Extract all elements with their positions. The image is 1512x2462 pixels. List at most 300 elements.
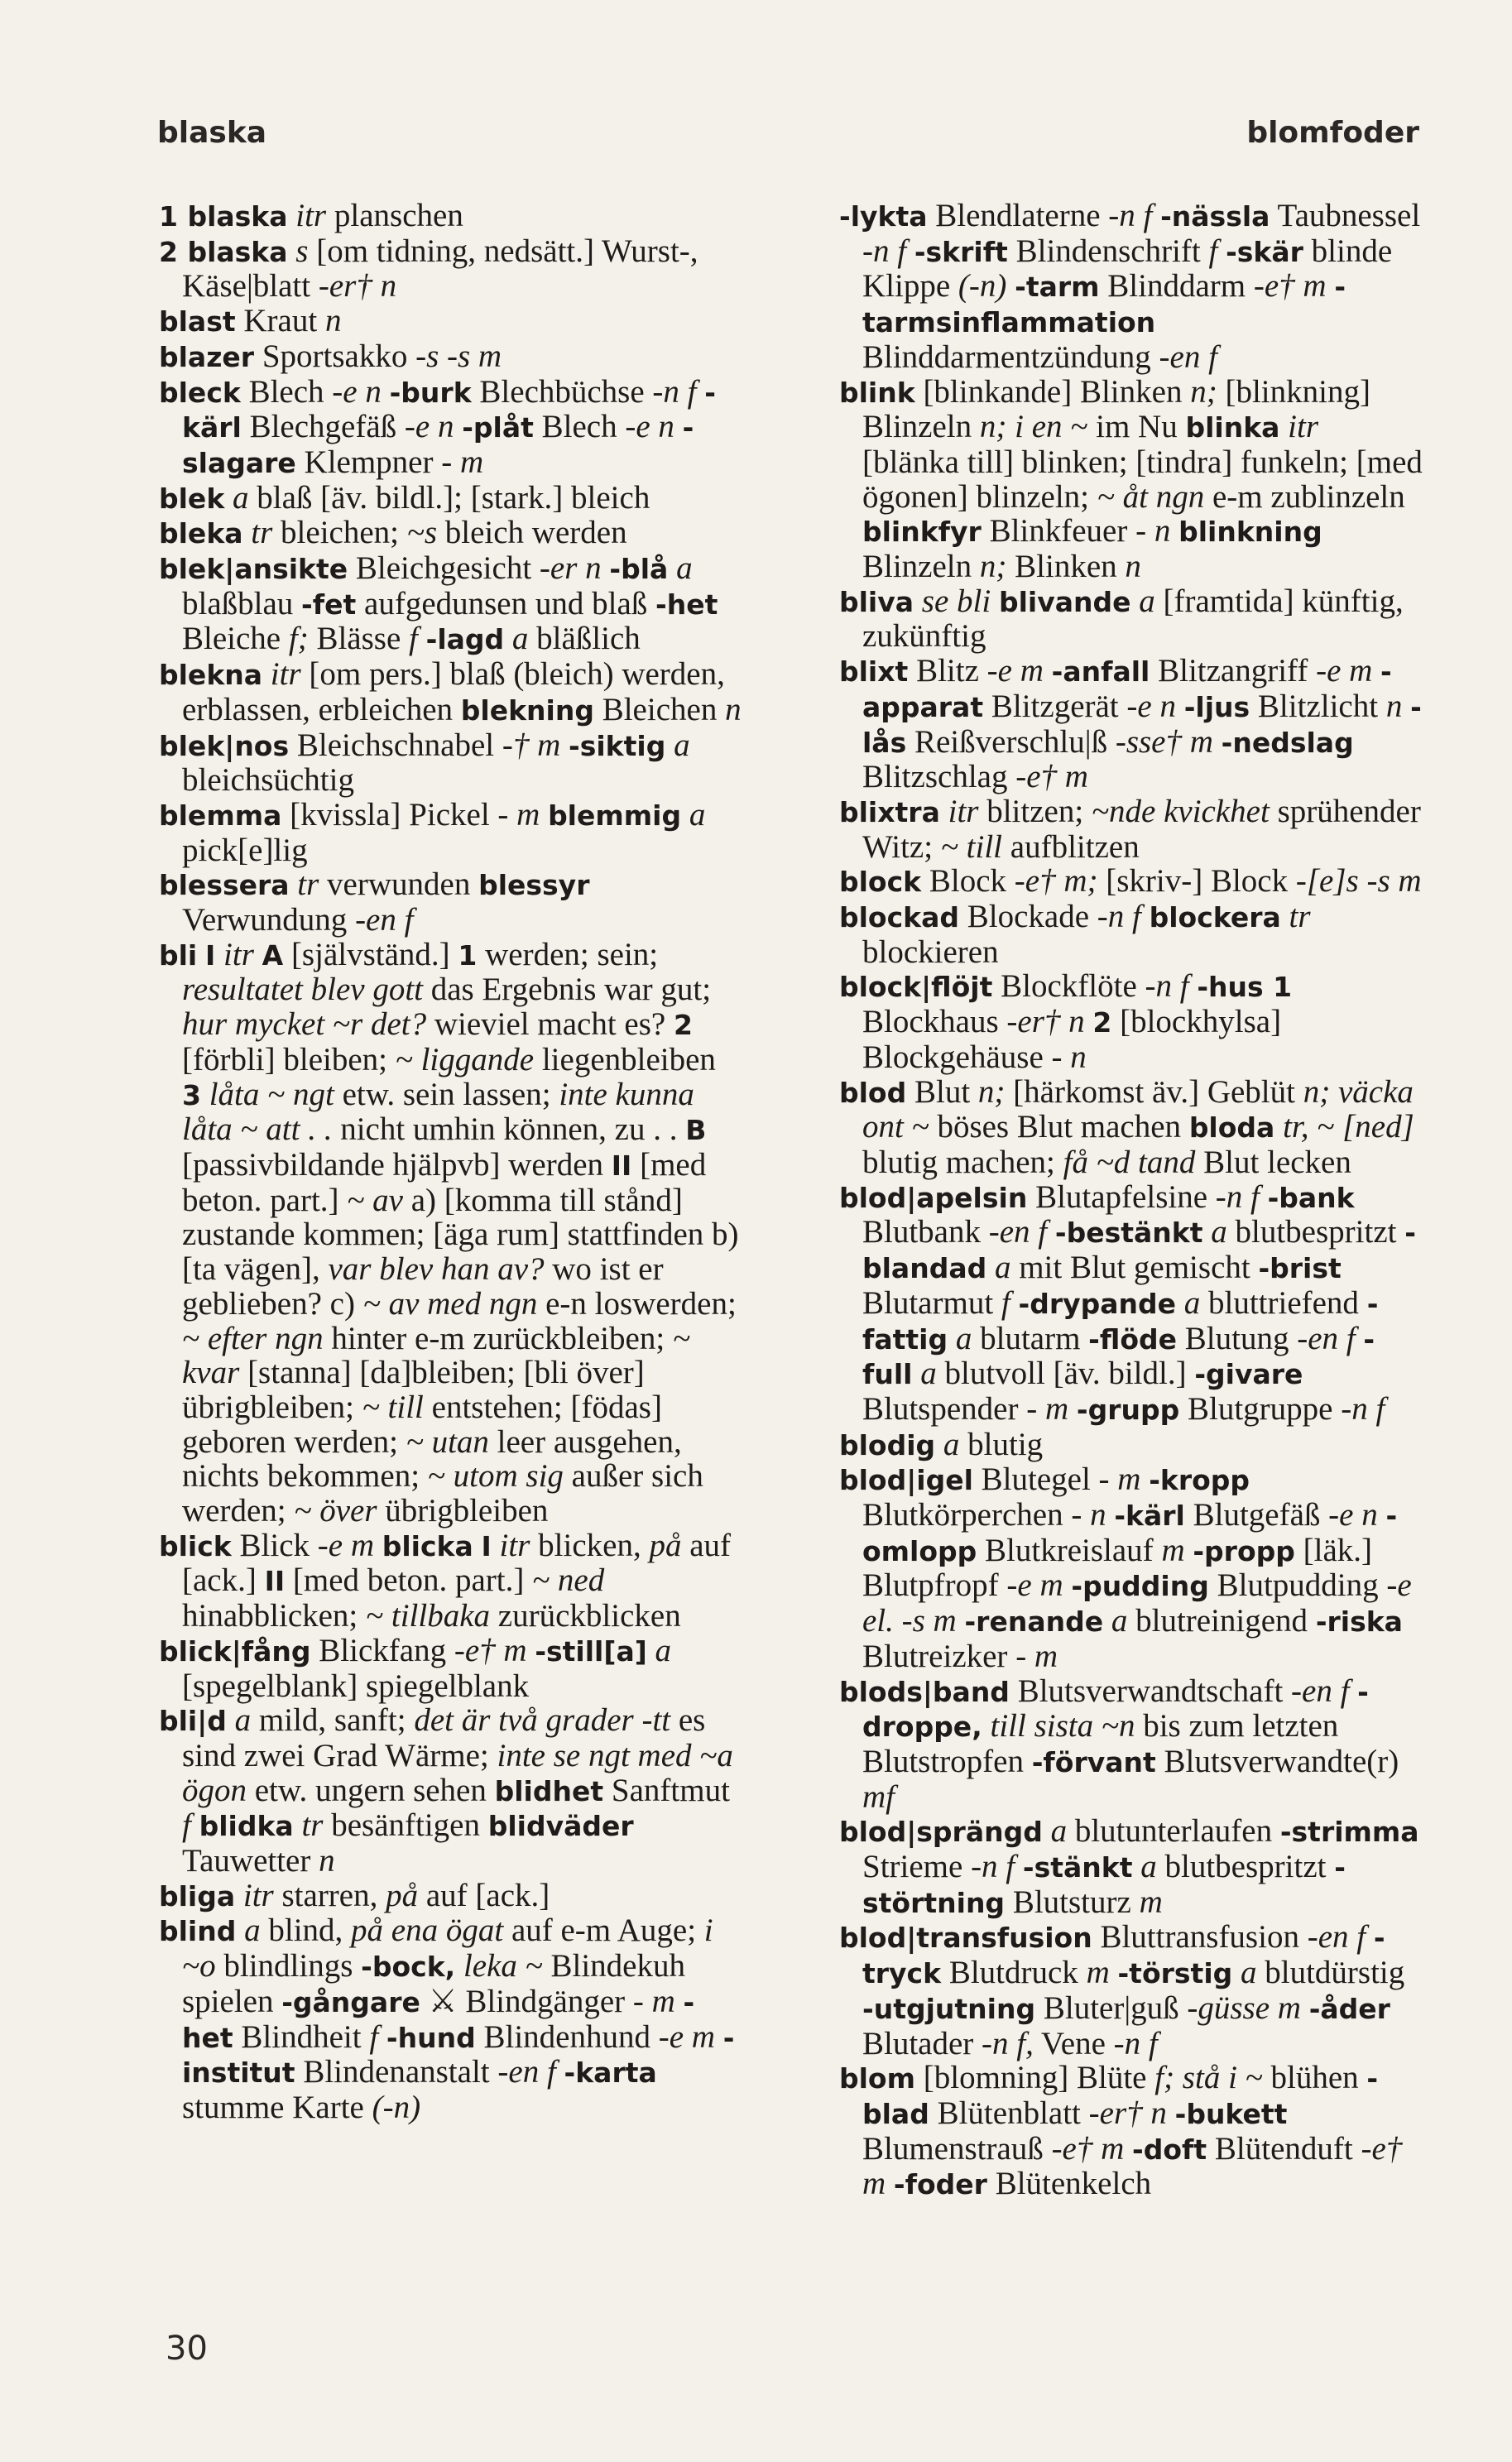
subentry: -institut <box>182 2021 735 2090</box>
italic-run: -e† m <box>454 1632 527 1668</box>
entry-text: böses Blut machen <box>929 1109 1189 1145</box>
italic-run: -e† m; <box>1014 863 1098 900</box>
entry-text: Blitzschlag <box>862 759 1016 795</box>
entry-text <box>288 198 296 233</box>
entry-text <box>288 233 296 269</box>
entry-text: Bleiche <box>182 621 289 657</box>
italic-run: f <box>1208 233 1218 269</box>
headword: blod|igel <box>839 1464 973 1497</box>
entry-text: Blitz <box>908 653 987 689</box>
entry-text: Bleichen <box>593 691 726 727</box>
running-head-left: blaska <box>157 116 267 150</box>
entry-text: [med beton. part.] <box>182 1146 707 1218</box>
subentry: -still[a] <box>535 1634 647 1668</box>
dictionary-entry <box>839 1920 1423 2061</box>
entry-text: entstehen; [födas] geboren werden; <box>182 1389 662 1460</box>
italic-run: a <box>674 727 690 763</box>
subentry: -apparat <box>862 655 1392 723</box>
italic-run: ~ till <box>940 828 1003 865</box>
entry-text <box>1366 1919 1374 1955</box>
italic-run: a <box>655 1632 672 1668</box>
entry-text <box>418 621 426 656</box>
subentry: -riska <box>1315 1605 1403 1639</box>
entry-text <box>935 1427 943 1462</box>
entry-text <box>1103 1603 1111 1639</box>
subentry: -bank <box>1267 1181 1355 1214</box>
italic-run: ~ av med ngn <box>362 1285 538 1322</box>
entry-text <box>197 937 205 972</box>
subentry: -fattig <box>862 1287 1379 1356</box>
entry-text: Blutgefäß <box>1184 1497 1329 1533</box>
subentry: -åder <box>1308 1992 1390 2025</box>
entry-text <box>1203 1214 1212 1250</box>
italic-run: a <box>955 1320 972 1356</box>
entry-text: e-m zublinzeln <box>1204 478 1405 515</box>
italic-run: -e m <box>317 1527 374 1563</box>
entry-text: Blässe <box>308 621 410 657</box>
entry-text: Blutbank <box>862 1214 989 1250</box>
entry-text: [om pers.] blaß (bleich) werden, erblassen, erbleichen <box>182 656 725 727</box>
dictionary-entry <box>159 1879 742 1914</box>
subentry: -tarm <box>1015 271 1100 304</box>
entry-text <box>1015 1849 1023 1884</box>
entry-text: Blockhaus <box>862 1004 1007 1040</box>
entry-text <box>262 656 271 692</box>
dictionary-entry <box>839 199 1423 375</box>
italic-run: ~ av <box>347 1182 403 1218</box>
italic-run: det är två grader -tt <box>414 1702 671 1739</box>
subentry: -blå <box>609 553 669 586</box>
italic-run: a <box>1211 1214 1227 1250</box>
subentry: -tarmsinflammation <box>862 271 1346 339</box>
entry-text: blutreinigend <box>1127 1603 1316 1639</box>
italic-run: f; <box>288 621 309 657</box>
italic-run: få ~d tand <box>1063 1144 1196 1180</box>
dictionary-entry <box>159 798 742 867</box>
dictionary-entry <box>159 867 742 937</box>
entry-text: blutarm <box>972 1320 1089 1356</box>
entry-text <box>556 2054 564 2090</box>
entry-text: blockieren <box>862 933 999 970</box>
italic-run: se bli <box>921 583 991 619</box>
entry-text: Blutkörperchen <box>862 1497 1072 1533</box>
entry-text: blaß [äv. bildl.]; [stark.] bleich <box>248 479 650 516</box>
italic-run: leka ~ <box>463 1948 543 1984</box>
entry-text: Blutreizker <box>862 1638 1016 1674</box>
entry-text: [spegelblank] spiegelblank <box>182 1668 530 1704</box>
entry-text: [blinkning] Blinzeln <box>862 373 1370 445</box>
italic-run: -e m <box>1316 653 1373 689</box>
entry-text: Blutung <box>1177 1320 1298 1356</box>
entry-text <box>1349 1673 1357 1709</box>
italic-run: n; väcka ont ~ <box>862 1073 1414 1145</box>
subentry: -burk <box>389 376 472 409</box>
entry-text: übrigbleiben <box>377 1493 549 1529</box>
subentry: -slagare <box>182 411 694 479</box>
subentry: -bukett <box>1174 2097 1288 2130</box>
entry-text: e-n loswerden; <box>537 1285 737 1322</box>
entry-text: Sportsakko <box>254 338 416 374</box>
entry-text: aufgedunsen und blaß <box>356 585 656 621</box>
entry-text: Strieme <box>862 1849 972 1885</box>
dictionary-entry <box>159 1913 742 2124</box>
subentry: -karta <box>564 2056 657 2090</box>
italic-run: -e n <box>1126 688 1176 724</box>
italic-run: n <box>1385 688 1403 724</box>
entry-text <box>1281 899 1289 934</box>
subentry: -blad <box>862 2062 1379 2130</box>
italic-run: n <box>319 1843 335 1879</box>
headword: blessera <box>159 869 290 902</box>
subentry: blinkning <box>1178 516 1322 549</box>
italic-run: (-n) <box>372 2089 421 2125</box>
italic-run: -e† m <box>1015 759 1088 795</box>
subentry: -full <box>862 1322 1375 1391</box>
italic-run: -e† m <box>1051 2130 1125 2167</box>
italic-run: -sse† m <box>1115 723 1213 760</box>
entry-text: Verwundung <box>182 902 356 938</box>
headword: blod|transfusion <box>839 1922 1092 1955</box>
italic-run: a <box>1111 1603 1128 1639</box>
italic-run: n; <box>979 549 1007 585</box>
italic-run: ~ ned <box>532 1562 605 1599</box>
italic-run: itr <box>948 793 979 829</box>
subentry: blinkfyr <box>862 516 982 549</box>
entry-text <box>1327 268 1335 304</box>
entry-text <box>1141 899 1150 934</box>
entry-text: Blütenblatt <box>929 2095 1089 2131</box>
entry-text <box>986 1250 995 1285</box>
entry-text <box>948 1321 956 1356</box>
subentry: blekning <box>460 693 594 727</box>
entry-text <box>236 1912 244 1948</box>
entry-text <box>668 550 676 586</box>
headword: bleck <box>159 376 241 409</box>
entry-text <box>454 409 462 444</box>
italic-run: a <box>1140 1849 1157 1885</box>
dictionary-entry <box>159 1703 742 1879</box>
subentry: -lagd <box>425 623 505 656</box>
entry-text: aufblitzen <box>1002 828 1140 865</box>
italic-run: inte kunna låta ~ att . . <box>182 1076 694 1148</box>
entry-text <box>1176 1285 1184 1321</box>
subentry: -nässla <box>1160 200 1270 233</box>
entry-text: sprühender Witz; <box>862 793 1421 865</box>
italic-run: -e m <box>658 2018 715 2055</box>
sense-marker: 2 <box>673 1009 693 1042</box>
headword: blek <box>159 482 225 515</box>
dictionary-entry <box>839 900 1423 969</box>
entry-text: Blockade <box>959 899 1097 935</box>
italic-run: -en f <box>1297 1320 1356 1356</box>
entry-text <box>886 2166 894 2201</box>
entry-text: im Nu <box>1087 409 1186 445</box>
entry-text <box>254 937 262 972</box>
italic-run: tr <box>1289 899 1311 935</box>
subentry: -plåt <box>462 411 534 444</box>
entry-text: Blütenduft <box>1207 2130 1361 2167</box>
entry-text: blutvoll [äv. bildl.] <box>936 1356 1195 1392</box>
italic-run: tr <box>297 866 319 903</box>
entry-text: Blutspender <box>862 1390 1027 1427</box>
italic-run: - n <box>1051 1039 1087 1075</box>
subentry: -lykta <box>839 200 928 233</box>
entry-text <box>1170 513 1178 549</box>
entry-text: bleichsüchtig <box>182 762 354 799</box>
entry-text: Blutsturz <box>1005 1884 1140 1920</box>
entry-text: Blick <box>231 1527 318 1563</box>
subentry: -lås <box>862 690 1422 759</box>
entry-text: ⚔ Blindgänger <box>420 1983 633 2019</box>
entry-text: Blut <box>906 1073 978 1110</box>
italic-run: ~ efter ngn <box>182 1320 324 1356</box>
sense-marker: II <box>611 1149 632 1182</box>
subentry: -hund <box>386 2021 476 2054</box>
subentry: -kärl <box>182 376 716 444</box>
subentry: -nedslag <box>1221 726 1354 759</box>
entry-text <box>527 1633 535 1668</box>
italic-run: på <box>649 1527 682 1563</box>
subentry: -stänkt <box>1022 1851 1133 1884</box>
italic-run: till sista ~n <box>990 1708 1135 1745</box>
italic-run: n <box>725 691 742 727</box>
italic-run: n <box>324 303 342 339</box>
italic-run: -n f <box>1145 968 1189 1005</box>
entry-text <box>906 233 914 269</box>
italic-run: -e n <box>404 409 454 445</box>
dictionary-entry <box>839 584 1423 654</box>
dictionary-entry <box>159 728 742 798</box>
headword: block <box>839 866 922 899</box>
entry-text: blutig <box>959 1426 1044 1462</box>
sense-marker: I <box>205 938 216 972</box>
entry-text: Blutdruck <box>941 1955 1087 1991</box>
entry-text: Blindekuh spielen <box>182 1948 685 2019</box>
italic-run: -e m <box>986 653 1044 689</box>
subentry: blockera <box>1149 901 1281 934</box>
italic-run: ~ kvar <box>182 1320 691 1391</box>
subentry: -törstig <box>1117 1957 1233 1990</box>
dictionary-entry <box>839 864 1423 900</box>
entry-text: [förbli] bleiben; <box>182 1041 396 1077</box>
italic-run: - m <box>632 1983 675 2019</box>
dictionary-entry <box>159 199 742 234</box>
italic-run: a <box>511 621 529 657</box>
headword: 1 blaska <box>159 200 288 233</box>
italic-run: a <box>1183 1284 1201 1321</box>
entry-text: blutunterlaufen <box>1067 1813 1280 1850</box>
italic-run: m <box>1086 1955 1110 1991</box>
entry-text <box>455 1948 463 1984</box>
dictionary-entry <box>839 969 1423 1074</box>
headword: blick <box>159 1529 232 1562</box>
italic-run: -n f <box>1215 1178 1260 1215</box>
subentry: blivande <box>998 585 1131 618</box>
entry-text <box>674 409 683 444</box>
subentry: blinka <box>1185 411 1280 444</box>
italic-run: -e† m <box>862 2130 1403 2202</box>
italic-run: -er† n <box>1088 2095 1167 2131</box>
italic-run: - m <box>441 444 484 480</box>
entry-text: etw. ungern sehen <box>247 1772 495 1808</box>
italic-run: -n f <box>652 373 697 410</box>
subentry: -skrift <box>914 235 1008 268</box>
headword: block|flöjt <box>839 971 993 1004</box>
entry-text: Blech <box>533 409 626 445</box>
entry-text: bläßlich <box>528 621 641 657</box>
italic-run: -e n <box>625 409 674 445</box>
entry-text: Blindenschrift <box>1007 233 1209 269</box>
subentry: -bock, <box>361 1951 456 1984</box>
entry-text <box>1167 2095 1175 2131</box>
subentry: -flöde <box>1088 1322 1178 1356</box>
entry-text: Blinkfeuer <box>981 513 1136 550</box>
entry-text <box>602 550 610 586</box>
subentry: -gångare <box>281 1985 420 2018</box>
entry-text: werden; sein; <box>477 936 659 972</box>
entry-text <box>227 1702 235 1738</box>
dictionary-entry <box>839 375 1423 584</box>
entry-text: Bluttransfusion <box>1092 1919 1308 1956</box>
subentry: -anfall <box>1051 655 1150 689</box>
italic-run: a <box>234 1702 252 1739</box>
italic-run: itr <box>270 656 301 693</box>
entry-text: wieviel macht es? <box>426 1006 674 1043</box>
italic-run: -n f <box>971 1849 1015 1885</box>
dictionary-entry <box>159 375 742 481</box>
entry-text: Blutsverwandte(r) <box>1155 1743 1399 1779</box>
italic-run: ~ utan <box>406 1423 489 1460</box>
italic-run: f; stå i ~ <box>1154 2060 1263 2096</box>
headword: blixt <box>839 655 909 689</box>
italic-run: ~s <box>406 515 438 551</box>
entry-text: Blendlaterne <box>927 198 1109 233</box>
entry-text: Reißverschlu|ß <box>906 723 1116 760</box>
entry-text: [blänka till] blinken; [tindra] funkeln; [med ögonen] blinzeln; <box>862 444 1423 515</box>
entry-text: [om tidning, nedsätt.] Wurst-, Käse|blatt <box>182 233 698 305</box>
italic-run: n; i en ~ <box>979 409 1088 445</box>
italic-run: ~ liggande <box>395 1041 535 1077</box>
entry-text: zurückblicken <box>490 1598 681 1634</box>
entry-text <box>235 1878 243 1913</box>
italic-run: -en f <box>497 2054 556 2090</box>
italic-run: hur mycket ~r det? <box>182 1006 427 1043</box>
italic-run: -† m <box>502 727 561 763</box>
entry-text: Blutsverwandtschaft <box>1009 1673 1292 1709</box>
dictionary-entry <box>159 339 742 375</box>
italic-run: a <box>994 1250 1011 1286</box>
entry-text: blühen <box>1262 2060 1367 2096</box>
entry-text: Blechbüchse <box>471 373 653 410</box>
italic-run: a <box>1241 1955 1257 1991</box>
italic-run: a <box>233 479 249 516</box>
entry-text <box>665 727 674 763</box>
italic-run: itr <box>223 936 254 972</box>
entry-text <box>243 515 252 550</box>
subentry: -skär <box>1226 235 1303 268</box>
headword: blekna <box>159 659 263 692</box>
entry-text <box>1279 409 1288 444</box>
entry-text: Blutapfelsine <box>1027 1178 1216 1215</box>
entry-text: Bluter|guß <box>1035 1989 1188 2026</box>
dictionary-entry <box>159 516 742 551</box>
dictionary-entry <box>839 1674 1423 1815</box>
entry-text <box>1043 1813 1051 1849</box>
italic-run: -güsse m <box>1187 1989 1301 2026</box>
dictionary-entry <box>839 1462 1423 1673</box>
italic-run: a <box>689 796 706 833</box>
entry-text: hinabblicken; <box>182 1598 367 1634</box>
entry-text: Blutader <box>862 2025 982 2061</box>
italic-run: ~ över <box>294 1493 377 1529</box>
italic-run: a <box>1139 583 1155 619</box>
italic-run: f <box>369 2018 379 2055</box>
subentry: blemmig <box>548 799 682 832</box>
subentry: -hus 1 <box>1197 971 1293 1004</box>
entry-text: auf e-m Auge; <box>503 1912 704 1949</box>
entry-text: blutig machen; <box>862 1144 1063 1180</box>
italic-run: -e m <box>1006 1567 1063 1604</box>
entry-text <box>1274 1109 1283 1145</box>
dictionary-entry <box>839 1180 1423 1428</box>
entry-text <box>1402 689 1410 724</box>
entry-text: Blutgruppe <box>1179 1390 1342 1427</box>
entry-text <box>1185 1533 1193 1568</box>
entry-text: bluttriefend <box>1200 1284 1367 1321</box>
subentry: bloda <box>1188 1111 1275 1145</box>
entry-text <box>504 621 512 656</box>
dictionary-entry <box>159 938 742 1529</box>
headword: bliga <box>159 1879 236 1912</box>
entry-text: Blindenhund <box>475 2018 659 2055</box>
entry-text: Blut lecken <box>1195 1144 1351 1180</box>
entry-text <box>1232 1955 1241 1990</box>
subentry: -fet <box>301 588 357 621</box>
italic-run: tr, ~ [ned] <box>1283 1109 1414 1145</box>
entry-text <box>560 727 569 763</box>
entry-text <box>1372 653 1380 689</box>
headword: blod|apelsin <box>839 1181 1028 1214</box>
entry-text: planschen <box>326 198 463 233</box>
headword: blixtra <box>839 795 940 828</box>
subentry: -bestänkt <box>1054 1217 1203 1250</box>
subentry: -strimma <box>1279 1816 1419 1849</box>
italic-run: itr <box>295 198 327 233</box>
entry-text <box>294 1807 302 1843</box>
italic-run: inte se ngt med ~a ögon <box>182 1737 733 1808</box>
italic-run: -en f <box>1291 1673 1350 1709</box>
subentry: -foder <box>893 2168 987 2201</box>
dictionary-entry <box>159 1634 742 1703</box>
subentry: -blandad <box>862 1217 1416 1285</box>
italic-run: - m <box>1015 1638 1058 1674</box>
italic-run: -en f <box>355 902 414 938</box>
entry-text: Blickfang <box>310 1632 454 1668</box>
italic-run: - m <box>1098 1461 1141 1498</box>
subentry: -het <box>655 588 718 621</box>
entry-text <box>224 480 233 516</box>
entry-text: leer ausgehen, nichts bekommen; <box>182 1423 682 1495</box>
subentry: -renande <box>964 1605 1104 1639</box>
headword: blind <box>159 1915 237 1948</box>
entry-text <box>215 937 223 972</box>
italic-run: -n f, <box>982 2025 1034 2061</box>
italic-run: -n f <box>1108 198 1153 233</box>
entry-text <box>1189 968 1198 1004</box>
entry-text <box>1068 1391 1077 1427</box>
dictionary-entry <box>159 551 742 657</box>
entry-text <box>1140 1461 1149 1497</box>
